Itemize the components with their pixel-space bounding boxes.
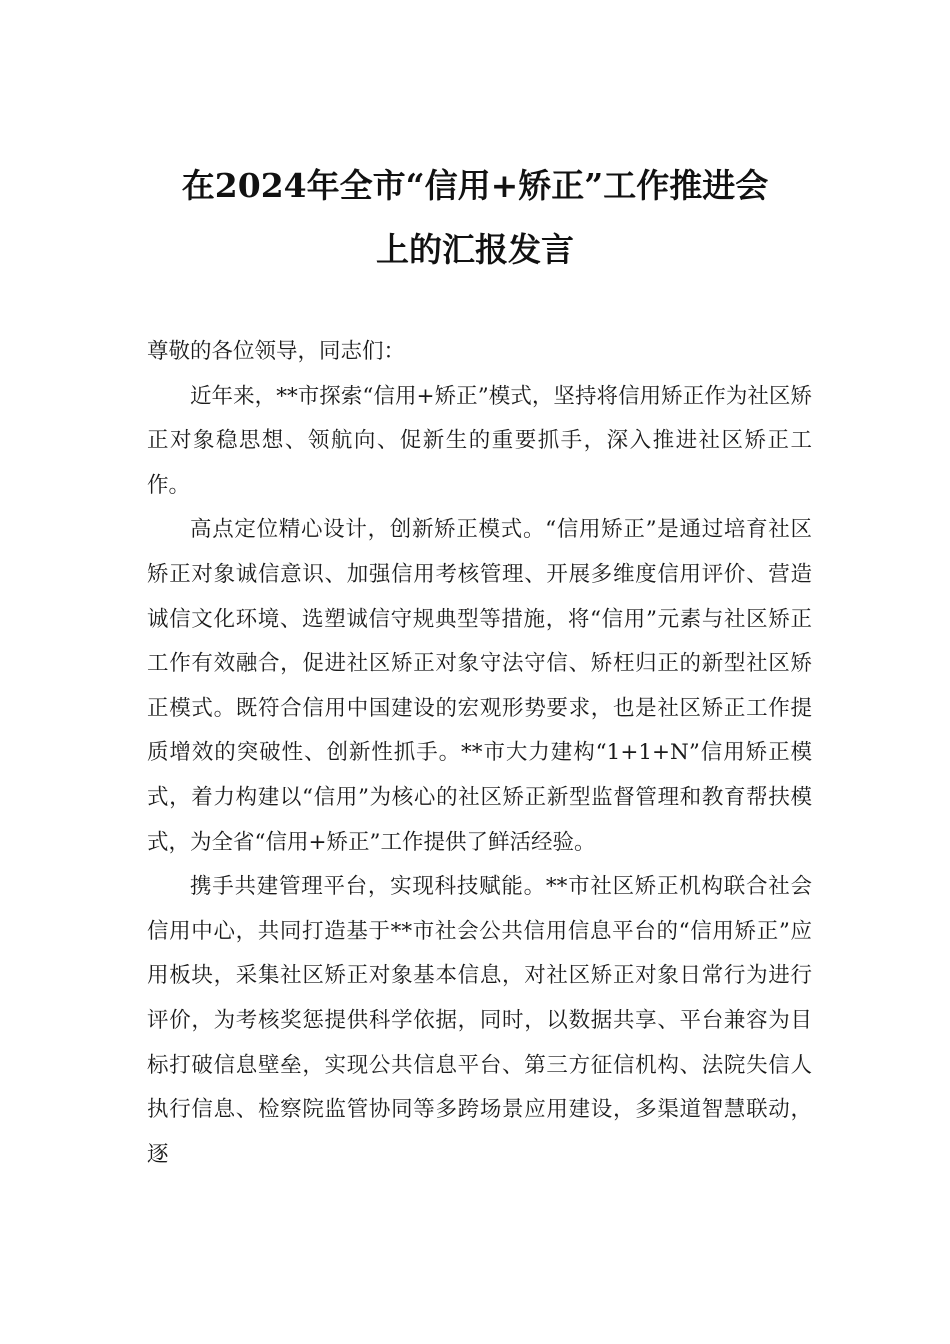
- salutation: 尊敬的各位领导，同志们：: [147, 339, 406, 364]
- paragraph-platform: 携手共建管理平台，实现科技赋能。**市社区矫正机构联合社会信用中心，共同打造基于**市社会公共信用信息平台的“信用矫正”应用板块，采集社区矫正对象基本信息，对社区矫正对象日常行为进行评价，为考核奖惩提供科学依据，同时，以数据共享、平台兼容为目标打破信息壁垒，实现公共信息平台、第三方征信机构、法院失信人执行信息、检察院监管协同等多跨场景应用建设，多渠道智慧联动，逐: [147, 874, 812, 1167]
- document-title-line-1: 在2024年全市“信用+矫正”工作推进会: [181, 166, 769, 205]
- paragraph-positioning: 高点定位精心设计，创新矫正模式。“信用矫正”是通过培育社区矫正对象诚信意识、加强信用考核管理、开展多维度信用评价、营造诚信文化环境、选塑诚信守规典型等措施，将“信用”元素与社区矫正工作有效融合，促进社区矫正对象守法守信、矫枉归正的新型社区矫正模式。既符合信用中国建设的宏观形势要求，也是社区矫正工作提质增效的突破性、创新性抓手。**市大力建构“1+1+N”信用矫正模式，着力构建以“信用”为核心的社区矫正新型监督管理和教育帮扶模式，为全省“信用+矫正”工作提供了鲜活经验。: [147, 517, 812, 855]
- paragraph-intro: 近年来，**市探索“信用+矫正”模式，坚持将信用矫正作为社区矫正对象稳思想、领航向、促新生的重要抓手，深入推进社区矫正工作。: [147, 383, 812, 498]
- document-title-line-2: 上的汇报发言: [376, 230, 574, 269]
- document-body: [147, 330, 812, 1177]
